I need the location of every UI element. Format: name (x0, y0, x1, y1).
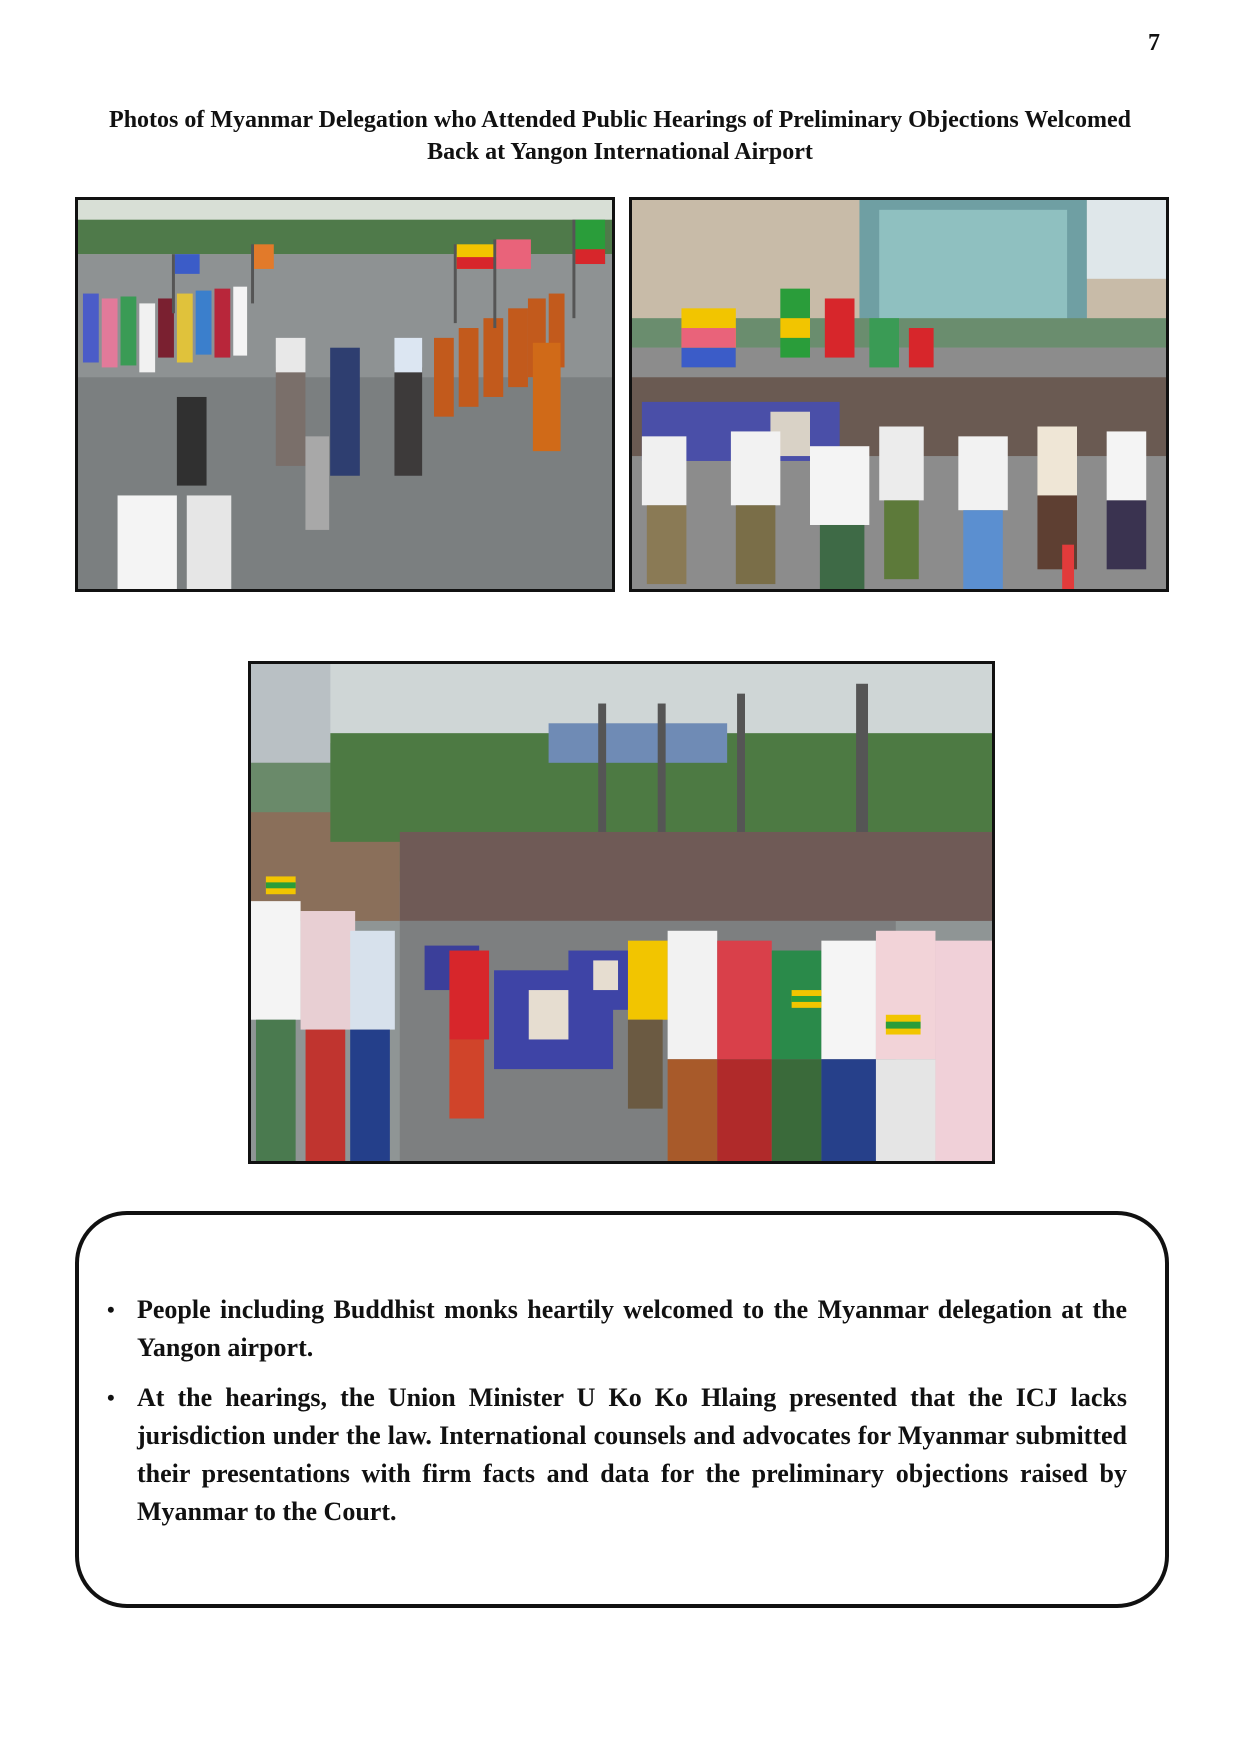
caption-box (75, 1211, 1169, 1608)
bullet-icon: • (107, 1385, 115, 1410)
page-title-line-1: Photos of Myanmar Delegation who Attended Public Hearings of Preliminary Objections Welcomed (109, 107, 1131, 133)
photo-welcome-crowd-monks-image (78, 200, 612, 589)
photo-delegation-walking-banners-image (632, 200, 1166, 589)
caption-item-1-text: People including Buddhist monks heartily welcomed to the Myanmar delegation at the Yangon airport. (137, 1295, 1127, 1362)
photo-welcome-crowd-monks (75, 197, 615, 592)
caption-item-1 (107, 1291, 1127, 1367)
caption-item-2 (107, 1379, 1127, 1531)
caption-list (107, 1291, 1127, 1543)
photo-crowd-traditional-dress (248, 661, 995, 1164)
bullet-icon: • (107, 1297, 115, 1322)
photo-delegation-walking-banners (629, 197, 1169, 592)
page-title (60, 104, 1180, 168)
page-title-line-2: Back at Yangon International Airport (427, 139, 813, 165)
photo-crowd-traditional-dress-image (251, 664, 992, 1161)
page-number: 7 (1148, 30, 1160, 56)
caption-item-2-text: At the hearings, the Union Minister U Ko Ko Hlaing presented that the ICJ lacks jurisdiction under the law. International counsels and advocates for Myanmar submitted their presentations with firm facts and data for the preliminary objections raised by Myanmar to the Court. (137, 1383, 1127, 1526)
